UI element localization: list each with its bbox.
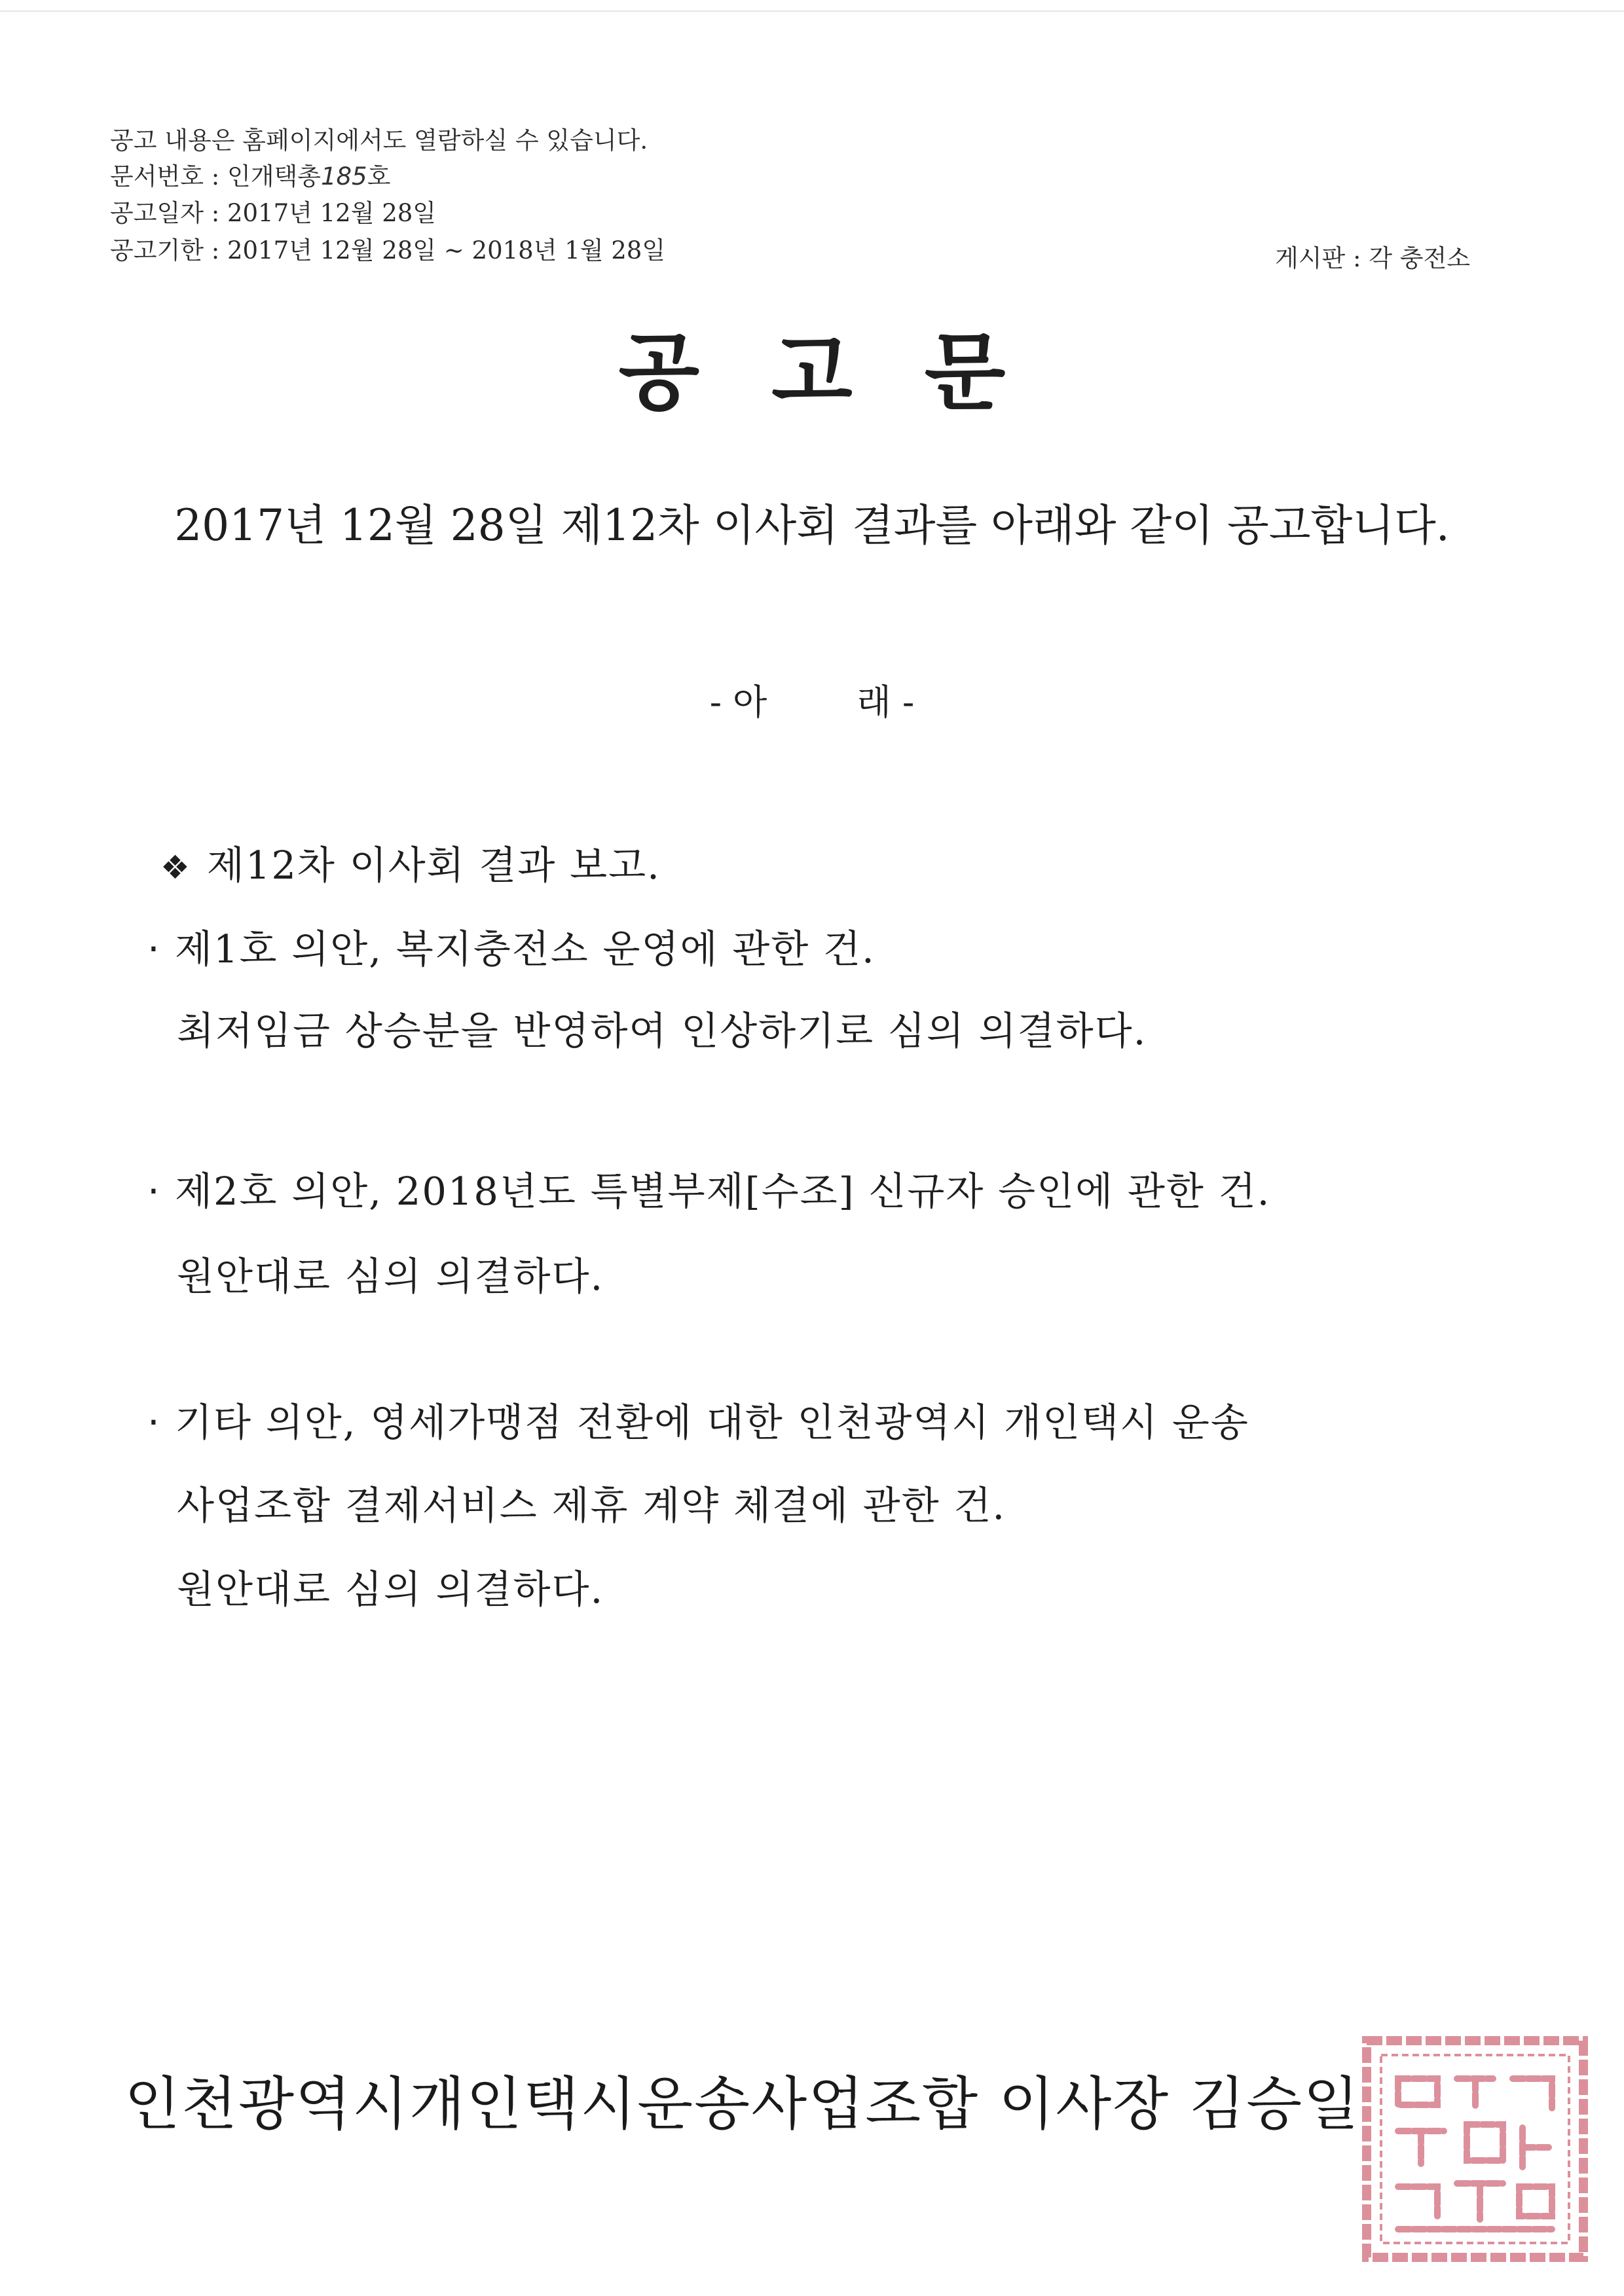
agenda-item-3-title <box>147 1400 1249 1445</box>
below-marker: - 아 래 - <box>709 682 915 723</box>
agenda-item-2-title <box>147 1169 1271 1214</box>
notice-date: 공고일자 : 2017년 12월 28일 <box>110 199 437 227</box>
bullet-dot-icon: · <box>147 926 161 972</box>
official-seal-icon <box>1359 2033 1591 2265</box>
report-heading-text: 제12차 이사회 결과 보고. <box>206 843 661 888</box>
notice-period: 공고기한 : 2017년 12월 28일 ~ 2018년 1월 28일 <box>110 236 666 264</box>
document-number-label: 문서번호 : 인개택총 <box>110 162 321 191</box>
agenda-item-1-title <box>147 926 876 972</box>
agenda-item-1-resolution: 최저임금 상승분을 반영하여 인상하기로 심의 의결하다. <box>177 1008 1147 1053</box>
agenda-item-1-title-text: 제1호 의안, 복지충전소 운영에 관한 건. <box>175 926 876 972</box>
document-number-handwritten: 185 <box>320 162 367 191</box>
agenda-item-3-continuation: 사업조합 결제서비스 제휴 계약 체결에 관한 건. <box>177 1483 1006 1528</box>
intro-sentence: 2017년 12월 28일 제12차 이사회 결과를 아래와 같이 공고합니다. <box>174 500 1450 551</box>
bulletin-board: 게시판 : 각 충전소 <box>1275 244 1470 272</box>
homepage-note: 공고 내용은 홈페이지에서도 열람하실 수 있습니다. <box>110 126 648 155</box>
agenda-item-3-title-text: 기타 의안, 영세가맹점 전환에 대한 인천광역시 개인택시 운송 <box>175 1400 1249 1445</box>
bullet-dot-icon: · <box>147 1169 161 1214</box>
report-heading <box>160 843 661 888</box>
document-number-suffix: 호 <box>367 162 391 191</box>
agenda-item-3-resolution: 원안대로 심의 의결하다. <box>177 1567 604 1612</box>
agenda-item-2-resolution: 원안대로 심의 의결하다. <box>177 1254 604 1299</box>
agenda-item-2-title-text: 제2호 의안, 2018년도 특별부제[수조] 신규자 승인에 관한 건. <box>175 1169 1271 1214</box>
document-number <box>110 164 390 189</box>
page-title: 공고문 <box>618 323 1078 422</box>
signature-line: 인천광역시개인택시운송사업조합 이사장 김승일 <box>124 2070 1361 2138</box>
top-border-line <box>0 10 1624 12</box>
diamond-icon: ❖ <box>160 848 191 886</box>
bullet-dot-icon: · <box>147 1400 161 1445</box>
